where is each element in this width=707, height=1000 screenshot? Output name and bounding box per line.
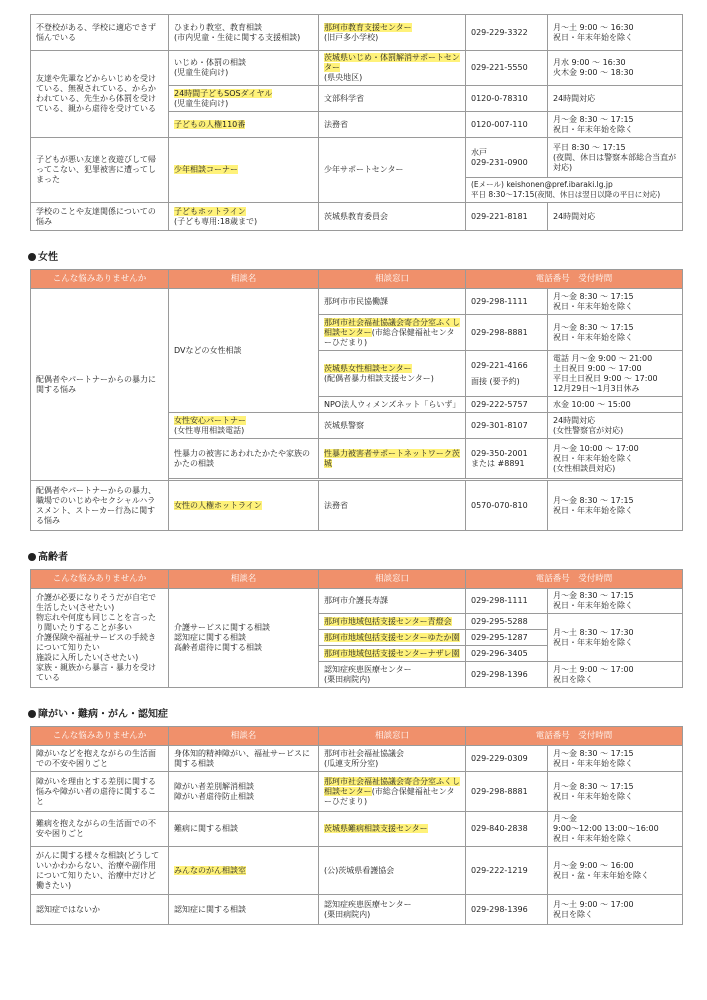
- name-cell: 障がい者差別解消相談 障がい者虐待防止相談: [169, 772, 319, 812]
- hours-cell: 24時間対応: [548, 203, 683, 231]
- name-cell: 女性安心パートナー (女性専用相談電話): [169, 413, 319, 439]
- table-row: [31, 15, 683, 51]
- table-row: [31, 895, 683, 925]
- table-row: [31, 772, 683, 812]
- header-name: 相談名: [169, 570, 319, 589]
- hours-cell: 水金 10:00 ～ 15:00: [548, 397, 683, 413]
- office-cell: 茨城県女性相談センター (配偶者暴力相談支援センター): [319, 351, 466, 397]
- office-cell: 少年サポートセンター: [319, 138, 466, 203]
- disability-table: [30, 726, 683, 925]
- name-cell: 24時間子どもSOSダイヤル (児童生徒向け): [169, 86, 319, 112]
- worry-cell: 難病を抱えながらの生活面での不安や困りごと: [31, 812, 169, 847]
- worry-cell: 子どもが悪い友達と夜遊びして帰ってこない、犯罪被害に遭ってしまった: [31, 138, 169, 203]
- hours-cell: 24時間対応: [548, 86, 683, 112]
- email-cell: (Eメール) keishonen@pref.ibaraki.lg.jp 平日 8:30～17:15(夜間、休日は翌日以降の平日に対応): [466, 178, 683, 203]
- hours-cell: 電話 月～金 9:00 ～ 21:00 土日祝日 9:00 ～ 17:00 平日土日祝日 9:00 ～ 17:00 12月29日～1月3日休み: [548, 351, 683, 397]
- elderly-table: [30, 569, 683, 688]
- worry-cell: がんに関する様々な相談(どうしていいかわからない、治療や副作用について知りたい、治療中だけど働きたい): [31, 847, 169, 895]
- phone-cell: 029-221-8181: [466, 203, 548, 231]
- phone-cell: 029-301-8107: [466, 413, 548, 439]
- header-office: 相談窓口: [319, 570, 466, 589]
- header-office: 相談窓口: [319, 727, 466, 746]
- name-cell: 難病に関する相談: [169, 812, 319, 847]
- office-cell: 那珂市介護長寿課: [319, 589, 466, 614]
- hours-cell: 月～金 8:30 ～ 17:15 祝日・年末年始を除く: [548, 772, 683, 812]
- header-row: [31, 727, 683, 746]
- name-cell: 少年相談コーナー: [169, 138, 319, 203]
- bullet-icon: [28, 553, 36, 561]
- office-cell: (公)茨城県看護協会: [319, 847, 466, 895]
- phone-cell: 029-229-3322: [466, 15, 548, 51]
- hours-cell: 月～金 8:30 ～ 17:15 祝日・年末年始を除く: [548, 112, 683, 138]
- table-row: [31, 589, 683, 614]
- worry-cell: 学校のことや友達関係についての悩み: [31, 203, 169, 231]
- hours-cell: 月～金 8:30 ～ 17:15 祝日・年末年始を除く: [548, 589, 683, 614]
- table-row: [31, 51, 683, 86]
- page: [30, 14, 682, 925]
- hours-cell: 24時間対応 (女性警察官が対応): [548, 413, 683, 439]
- phone-cell: 029-296-3405: [466, 646, 548, 662]
- phone-cell: 029-298-1396: [466, 895, 548, 925]
- worry-cell: 障がいを理由とする差別に関する悩みや障がい者の虐待に関すること: [31, 772, 169, 812]
- office-cell: 性暴力被害者サポートネットワーク茨城: [319, 439, 466, 479]
- office-cell: 法務省: [319, 481, 466, 531]
- phone-cell: 029-298-1111: [466, 589, 548, 614]
- phone-cell: 029-840-2838: [466, 812, 548, 847]
- office-cell: 那珂市市民協働課: [319, 289, 466, 315]
- office-cell: 那珂市社会福祉協議会寄合分室ふくし相談センター(市総合保健福祉センターひだまり): [319, 772, 466, 812]
- children-table: [30, 14, 683, 231]
- name-cell: 子どもの人権110番: [169, 112, 319, 138]
- bullet-icon: [28, 710, 36, 718]
- phone-cell: 029-221-5550: [466, 51, 548, 86]
- name-cell: みんなのがん相談室: [169, 847, 319, 895]
- office-cell: 茨城県教育委員会: [319, 203, 466, 231]
- name-cell: ひまわり教室、教育相談 (市内児童・生徒に関する支援相談): [169, 15, 319, 51]
- office-cell: 認知症疾患医療センター (栗田病院内): [319, 662, 466, 688]
- office-cell: 那珂市社会福祉協議会寄合分室ふくし相談センター(市総合保健福祉センターひだまり): [319, 315, 466, 351]
- table-row: [31, 812, 683, 847]
- hours-cell: 月～土 9:00 ～ 16:30 祝日・年末年始を除く: [548, 15, 683, 51]
- name-cell: 身体知的精神障がい、福祉サービスに関する相談: [169, 746, 319, 772]
- office-cell: 那珂市社会福祉協議会 (瓜連支所分室): [319, 746, 466, 772]
- header-office: 相談窓口: [319, 270, 466, 289]
- hours-cell: 月～土 8:30 ～ 17:30 祝日・年末年始を除く: [548, 614, 683, 662]
- section-heading-elderly: 高齢者: [28, 551, 682, 565]
- office-cell: 那珂市教育支援センター (旧戸多小学校): [319, 15, 466, 51]
- name-cell: 女性の人権ホットライン: [169, 481, 319, 531]
- office-cell: 茨城県いじめ・体罰解消サポートセンター (県央地区): [319, 51, 466, 86]
- header-worry: こんな悩みありませんか: [31, 270, 169, 289]
- hours-cell: 月～土 9:00 ～ 17:00 祝日を除く: [548, 895, 683, 925]
- office-cell: 文部科学省: [319, 86, 466, 112]
- name-cell: いじめ・体罰の相談 (児童生徒向け): [169, 51, 319, 86]
- header-phone-hours: 電話番号 受付時間: [466, 570, 683, 589]
- table-row: [31, 481, 683, 531]
- phone-cell: 029-295-5288: [466, 614, 548, 630]
- header-row: [31, 570, 683, 589]
- name-cell: 性暴力の被害にあわれたかたや家族のかたの相談: [169, 439, 319, 479]
- hours-cell: 月～金 8:30 ～ 17:15 祝日・年末年始を除く: [548, 746, 683, 772]
- hours-cell: 月～金 8:30 ～ 17:15 祝日・年末年始を除く: [548, 289, 683, 315]
- worry-cell: 介護が必要になりそうだが自宅で生活したい(させたい) 物忘れや何度も同じことを言ったり聞いたりすることが多い 介護保険や福祉サービスの手続きについて知りたい 施設に入所したい(させたい) 家族・親族から暴言・暴力を受けている: [31, 589, 169, 688]
- hours-cell: 月～金 8:30 ～ 17:15 祝日・年末年始を除く: [548, 315, 683, 351]
- name-cell: 介護サービスに関する相談 認知症に関する相談 高齢者虐待に関する相談: [169, 589, 319, 688]
- phone-cell: 029-229-0309: [466, 746, 548, 772]
- hours-cell: 月～金 10:00 ～ 17:00 祝日・年末年始を除く (女性相談員対応): [548, 439, 683, 479]
- hours-cell: 月～金 9:00 ～ 16:00 祝日・盆・年末年始を除く: [548, 847, 683, 895]
- table-row: [31, 847, 683, 895]
- name-cell: DVなどの女性相談: [169, 289, 319, 413]
- phone-cell: 0570-070-810: [466, 481, 548, 531]
- office-cell: 那珂市地域包括支援センターゆたか園: [319, 630, 466, 646]
- header-phone-hours: 電話番号 受付時間: [466, 270, 683, 289]
- phone-cell: 水戸 029-231-0900: [466, 138, 548, 178]
- hours-cell: 月～土 9:00 ～ 17:00 祝日を除く: [548, 662, 683, 688]
- phone-cell: 0120-0-78310: [466, 86, 548, 112]
- phone-cell: 029-221-4166 面接 (要予約): [466, 351, 548, 397]
- phone-cell: 029-222-5757: [466, 397, 548, 413]
- phone-cell: 029-350-2001 または #8891: [466, 439, 548, 479]
- women-table: [30, 269, 683, 531]
- table-row: [31, 289, 683, 315]
- header-worry: こんな悩みありませんか: [31, 570, 169, 589]
- name-cell: 認知症に関する相談: [169, 895, 319, 925]
- bullet-icon: [28, 253, 36, 261]
- office-cell: 茨城県警察: [319, 413, 466, 439]
- phone-cell: 029-295-1287: [466, 630, 548, 646]
- phone-cell: 029-298-8881: [466, 772, 548, 812]
- header-row: [31, 270, 683, 289]
- hours-cell: 月～金 9:00～12:00 13:00～16:00 祝日・年末年始を除く: [548, 812, 683, 847]
- office-cell: 認知症疾患医療センター (栗田病院内): [319, 895, 466, 925]
- section-heading-women: 女性: [28, 251, 682, 265]
- worry-cell: 配偶者やパートナーからの暴力、職場でのいじめやセクシャルハラスメント、ストーカー行為に関する悩み: [31, 481, 169, 531]
- header-name: 相談名: [169, 270, 319, 289]
- office-cell: 茨城県難病相談支援センター: [319, 812, 466, 847]
- section-heading-disability: 障がい・難病・がん・認知症: [28, 708, 682, 722]
- header-phone-hours: 電話番号 受付時間: [466, 727, 683, 746]
- worry-cell: 認知症ではないか: [31, 895, 169, 925]
- name-cell: 子どもホットライン (子ども専用:18歳まで): [169, 203, 319, 231]
- hours-cell: 月水 9:00 ～ 16:30 火木金 9:00 ～ 18:30: [548, 51, 683, 86]
- worry-cell: 障がいなどを抱えながらの生活面での不安や困りごと: [31, 746, 169, 772]
- phone-cell: 0120-007-110: [466, 112, 548, 138]
- header-name: 相談名: [169, 727, 319, 746]
- office-cell: 法務省: [319, 112, 466, 138]
- worry-cell: 配偶者やパートナーからの暴力に関する悩み: [31, 289, 169, 481]
- hours-cell: 平日 8:30 ～ 17:15 (夜間、休日は警察本部総合当直が対応): [548, 138, 683, 178]
- worry-cell: 友達や先輩などからいじめを受けている、無視されている、からかわれている、先生から体罰を受けている、親から虐待を受けている: [31, 51, 169, 138]
- phone-cell: 029-298-8881: [466, 315, 548, 351]
- table-row: [31, 138, 683, 178]
- table-row: [31, 746, 683, 772]
- office-cell: 那珂市地域包括支援センターナザレ園: [319, 646, 466, 662]
- phone-cell: 029-222-1219: [466, 847, 548, 895]
- office-cell: 那珂市地域包括支援センター青燈会: [319, 614, 466, 630]
- table-row: [31, 203, 683, 231]
- phone-cell: 029-298-1111: [466, 289, 548, 315]
- office-cell: NPO法人ウィメンズネット「らいず」: [319, 397, 466, 413]
- header-worry: こんな悩みありませんか: [31, 727, 169, 746]
- phone-cell: 029-298-1396: [466, 662, 548, 688]
- hours-cell: 月～金 8:30 ～ 17:15 祝日・年末年始を除く: [548, 481, 683, 531]
- worry-cell: 不登校がある、学校に適応できず悩んでいる: [31, 15, 169, 51]
